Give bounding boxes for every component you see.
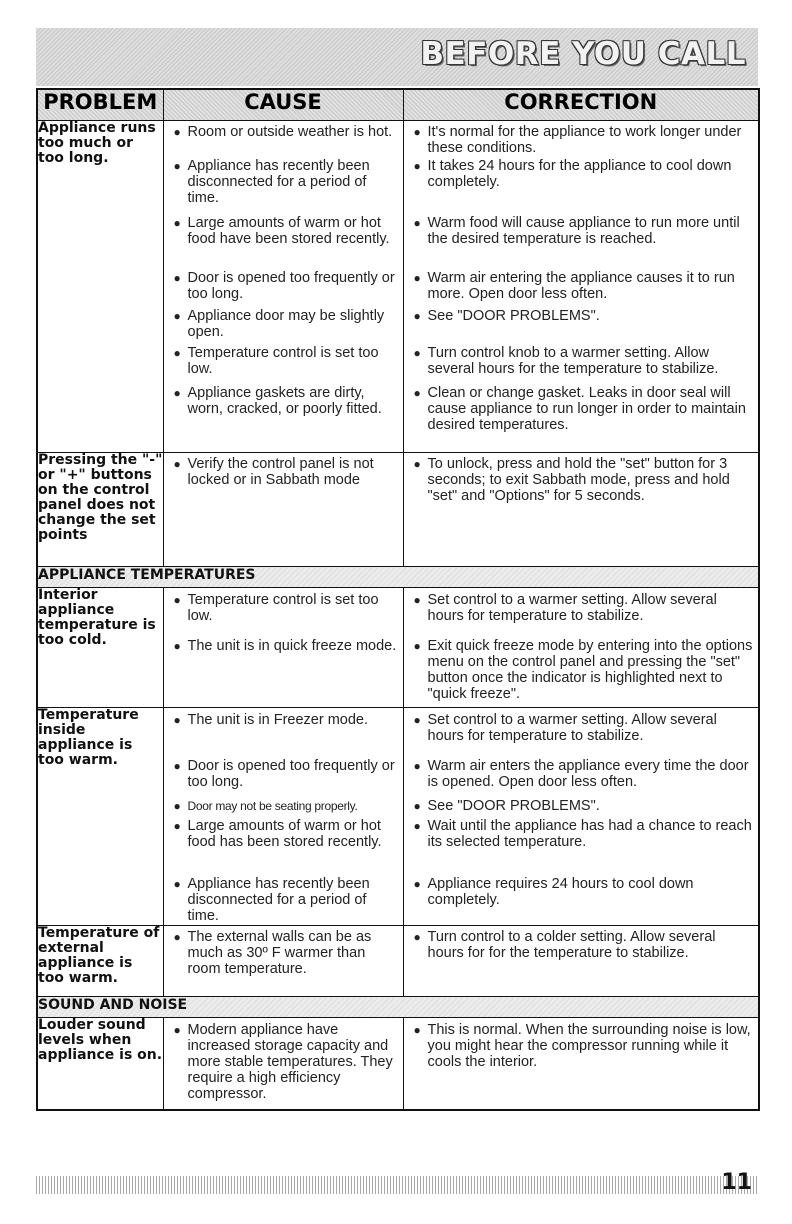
bullet-icon: ● — [173, 759, 181, 773]
bullet-icon: ● — [173, 799, 181, 813]
bullet-icon: ● — [173, 639, 181, 653]
bullet-icon: ● — [413, 799, 421, 813]
cause-text: Large amounts of warm or hot food has been stored recently. — [187, 818, 382, 850]
bullet-icon: ● — [173, 819, 181, 833]
problem-cell: Appliance runs too much or too long. — [37, 121, 163, 453]
correction-text: Set control to a warmer setting. Allow several hours for temperature to stabilize. — [427, 592, 717, 624]
bullet-icon: ● — [413, 309, 421, 323]
table-header-row — [37, 89, 759, 121]
cause-text: Appliance has recently been disconnected for a period of time. — [187, 158, 370, 206]
cause-text: Appliance door may be slightly open. — [187, 308, 385, 340]
correction-text: Warm food will cause appliance to run more until the desired temperature is reached. — [427, 215, 740, 247]
cause-text: Door is opened too frequently or too long. — [187, 270, 395, 302]
bullet-icon: ● — [413, 271, 421, 285]
cause-text: Temperature control is set too low. — [187, 592, 379, 624]
cause-item — [164, 876, 403, 924]
bullet-icon: ● — [173, 216, 181, 230]
cause-text: Door is opened too frequently or too long. — [187, 758, 395, 790]
section-row — [37, 997, 759, 1018]
bullet-icon: ● — [173, 271, 181, 285]
cause-cell — [163, 1018, 403, 1110]
bullet-icon: ● — [413, 346, 421, 360]
table-row — [37, 926, 759, 997]
correction-cell — [403, 926, 759, 997]
cause-text: Temperature control is set too low. — [187, 345, 379, 377]
bullet-icon: ● — [413, 759, 421, 773]
bullet-icon: ● — [413, 593, 421, 607]
correction-item — [404, 798, 759, 818]
cause-item — [164, 929, 403, 977]
section-heading: SOUND AND NOISE — [37, 997, 759, 1018]
cause-item — [164, 456, 403, 488]
correction-text: This is normal. When the surrounding noise is low, you might hear the compressor running while it cools the interior. — [427, 1022, 751, 1070]
footer-strip — [36, 1176, 758, 1194]
section-row — [37, 567, 759, 588]
correction-text: See "DOOR PROBLEMS". — [427, 798, 600, 814]
cause-cell — [163, 708, 403, 926]
cause-item — [164, 1022, 403, 1102]
cause-item — [164, 158, 403, 215]
correction-item — [404, 270, 759, 308]
cause-item — [164, 638, 403, 654]
cause-text: Appliance has recently been disconnected for a period of time. — [187, 876, 370, 924]
page-number: 11 — [721, 1170, 752, 1195]
cause-item — [164, 308, 403, 345]
header-correction: CORRECTION — [403, 89, 759, 121]
correction-text: Warm air entering the appliance causes it to run more. Open door less often. — [427, 270, 735, 302]
bullet-icon: ● — [173, 713, 181, 727]
bullet-icon: ● — [173, 930, 181, 944]
correction-item — [404, 308, 759, 345]
cause-cell — [163, 453, 403, 567]
correction-cell — [403, 588, 759, 708]
correction-cell — [403, 1018, 759, 1110]
bullet-icon: ● — [413, 819, 421, 833]
bullet-icon: ● — [413, 877, 421, 891]
cause-item — [164, 712, 403, 758]
correction-text: Wait until the appliance has had a chance to reach its selected temperature. — [427, 818, 752, 850]
bullet-icon: ● — [173, 346, 181, 360]
correction-cell — [403, 121, 759, 453]
correction-item — [404, 215, 759, 270]
bullet-icon: ● — [413, 457, 421, 471]
before-you-call-banner — [36, 28, 758, 86]
cause-text: Room or outside weather is hot. — [187, 124, 393, 140]
table-row — [37, 121, 759, 453]
bullet-icon: ● — [173, 877, 181, 891]
correction-text: Set control to a warmer setting. Allow several hours for temperature to stabilize. — [427, 712, 717, 744]
bullet-icon: ● — [173, 125, 181, 139]
correction-item — [404, 876, 759, 908]
problem-cell: Temperature of external appliance is too warm. — [37, 926, 163, 997]
correction-item — [404, 158, 759, 215]
correction-item — [404, 124, 759, 158]
problem-cell: Pressing the "-" or "+" buttons on the control panel does not change the set points — [37, 453, 163, 567]
correction-cell — [403, 453, 759, 567]
table-row — [37, 708, 759, 926]
cause-item — [164, 758, 403, 798]
correction-item — [404, 456, 759, 504]
problem-cell: Louder sound levels when appliance is on. — [37, 1018, 163, 1110]
correction-item — [404, 1022, 759, 1070]
cause-text: Door may not be seating properly. — [187, 799, 358, 813]
section-heading: APPLIANCE TEMPERATURES — [37, 567, 759, 588]
bullet-icon: ● — [173, 309, 181, 323]
bullet-icon: ● — [413, 386, 421, 400]
cause-text: Verify the control panel is not locked or in Sabbath mode — [187, 456, 374, 488]
cause-item — [164, 798, 403, 818]
cause-text: Large amounts of warm or hot food have been stored recently. — [187, 215, 390, 247]
correction-cell — [403, 708, 759, 926]
cause-item — [164, 270, 403, 308]
correction-text: Appliance requires 24 hours to cool down completely. — [427, 876, 694, 908]
bullet-icon: ● — [173, 1023, 181, 1037]
correction-item — [404, 385, 759, 433]
table-row — [37, 453, 759, 567]
problem-cell: Temperature inside appliance is too warm. — [37, 708, 163, 926]
bullet-icon: ● — [413, 713, 421, 727]
correction-item — [404, 345, 759, 385]
cause-item — [164, 215, 403, 270]
header-cause: CAUSE — [163, 89, 403, 121]
correction-item — [404, 758, 759, 798]
correction-text: Exit quick freeze mode by entering into the options menu on the control panel and pressing the "set" button once the indicator is highlighted next to "quick freeze". — [427, 638, 753, 702]
bullet-icon: ● — [413, 930, 421, 944]
cause-cell — [163, 588, 403, 708]
cause-item — [164, 385, 403, 417]
cause-cell — [163, 121, 403, 453]
correction-item — [404, 638, 759, 702]
bullet-icon: ● — [413, 639, 421, 653]
troubleshooting-table — [36, 88, 760, 1111]
correction-text: Turn control to a colder setting. Allow several hours for for the temperature to stabilize. — [427, 929, 716, 961]
correction-text: Warm air enters the appliance every time the door is opened. Open door less often. — [427, 758, 749, 790]
table-row — [37, 1018, 759, 1110]
cause-text: The external walls can be as much as 30º F warmer than room temperature. — [187, 929, 372, 977]
cause-cell — [163, 926, 403, 997]
cause-item — [164, 345, 403, 385]
cause-text: Appliance gaskets are dirty, worn, cracked, or poorly fitted. — [187, 385, 382, 417]
correction-text: It takes 24 hours for the appliance to cool down completely. — [427, 158, 732, 190]
bullet-icon: ● — [413, 1023, 421, 1037]
correction-text: Clean or change gasket. Leaks in door seal will cause appliance to run longer in order to maintain desired temperatures. — [427, 385, 746, 433]
cause-item — [164, 124, 403, 158]
cause-text: The unit is in quick freeze mode. — [187, 638, 397, 654]
correction-text: To unlock, press and hold the "set" button for 3 seconds; to exit Sabbath mode, press and hold "set" and "Options" for 5 seconds. — [427, 456, 730, 504]
bullet-icon: ● — [173, 593, 181, 607]
bullet-icon: ● — [173, 386, 181, 400]
header-problem: PROBLEM — [37, 89, 163, 121]
cause-item — [164, 592, 403, 638]
correction-item — [404, 929, 759, 961]
banner-title: BEFORE YOU CALL — [420, 36, 746, 72]
correction-item — [404, 712, 759, 758]
bullet-icon: ● — [413, 216, 421, 230]
cause-text: Modern appliance have increased storage capacity and more stable temperatures. They require a high efficiency compressor. — [187, 1022, 393, 1102]
correction-text: It's normal for the appliance to work longer under these conditions. — [427, 124, 742, 156]
bullet-icon: ● — [413, 125, 421, 139]
problem-cell: Interior appliance temperature is too cold. — [37, 588, 163, 708]
bullet-icon: ● — [173, 159, 181, 173]
cause-item — [164, 818, 403, 876]
table-row — [37, 588, 759, 708]
correction-item — [404, 592, 759, 638]
correction-text: Turn control knob to a warmer setting. Allow several hours for the temperature to stabilize. — [427, 345, 719, 377]
bullet-icon: ● — [413, 159, 421, 173]
cause-text: The unit is in Freezer mode. — [187, 712, 369, 728]
bullet-icon: ● — [173, 457, 181, 471]
correction-item — [404, 818, 759, 876]
correction-text: See "DOOR PROBLEMS". — [427, 308, 600, 324]
